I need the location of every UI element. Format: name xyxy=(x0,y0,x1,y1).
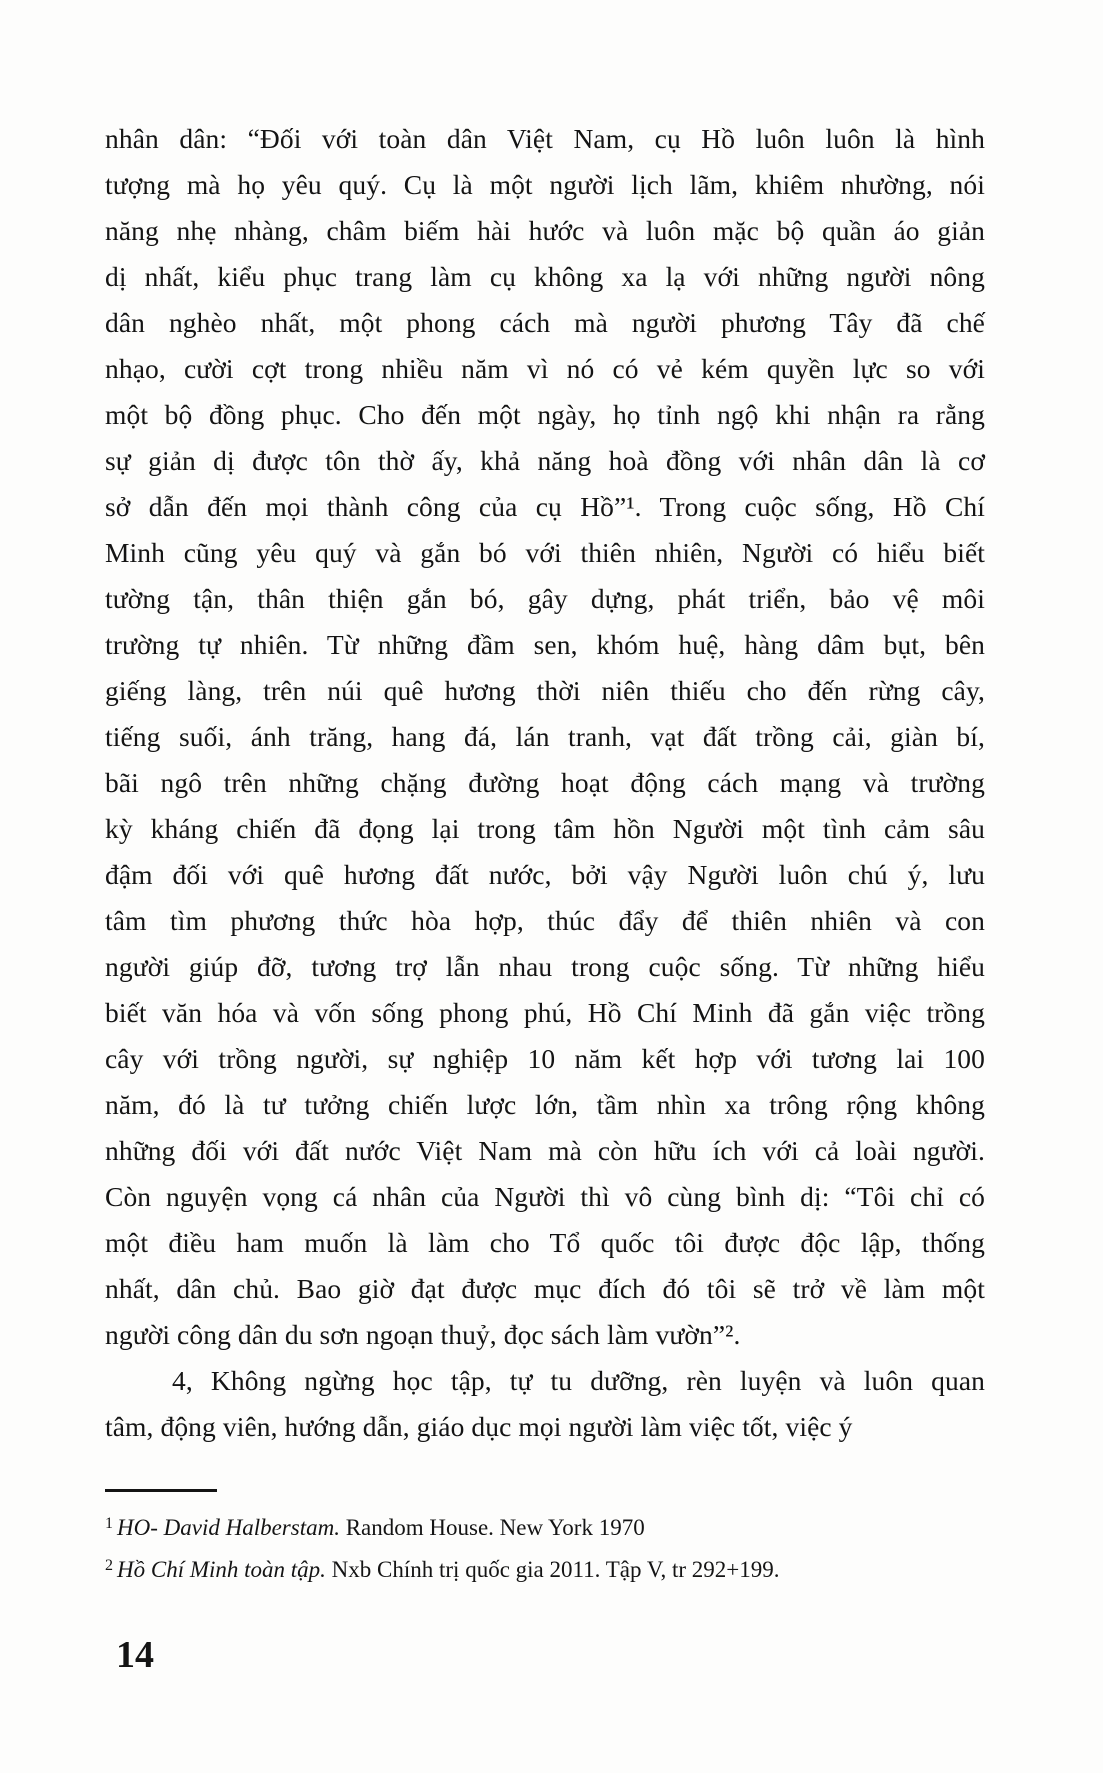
text-line: Minh cũng yêu quý và gắn bó với thiên nhiên, Người có hiểu biết xyxy=(105,537,985,568)
text-line: sự giản dị được tôn thờ ấy, khả năng hoà đồng với nhân dân là cơ xyxy=(105,445,985,476)
page-number: 14 xyxy=(116,1634,154,1676)
footnote-1 xyxy=(105,1505,985,1547)
text-line: biết văn hóa và vốn sống phong phú, Hồ Chí Minh đã gắn việc trồng xyxy=(105,997,985,1028)
footnote-detail: Nxb Chính trị quốc gia 2011. Tập V, tr 292+199. xyxy=(325,1557,780,1582)
text-line: dân nghèo nhất, một phong cách mà người phương Tây đã chế xyxy=(105,307,985,338)
footnote-marker: 2 xyxy=(105,1557,113,1574)
text-line: đậm đối với quê hương đất nước, bởi vậy Người luôn chú ý, lưu xyxy=(105,859,985,890)
footnote-marker: 1 xyxy=(105,1515,113,1532)
text-line: sở dẫn đến mọi thành công của cụ Hồ”¹. Trong cuộc sống, Hồ Chí xyxy=(105,491,985,522)
footnote-detail: Random House. New York 1970 xyxy=(339,1515,645,1540)
text-line: Còn nguyện vọng cá nhân của Người thì vô cùng bình dị: “Tôi chỉ có xyxy=(105,1181,985,1212)
text-line: dị nhất, kiểu phục trang làm cụ không xa lạ với những người nông xyxy=(105,261,985,292)
text-line: những đối với đất nước Việt Nam mà còn hữu ích với cả loài người. xyxy=(105,1135,985,1166)
text-line: giếng làng, trên núi quê hương thời niên thiếu cho đến rừng cây, xyxy=(105,675,985,706)
text-line: nhạo, cười cợt trong nhiều năm vì nó có vẻ kém quyền lực so với xyxy=(105,353,985,384)
footnote-separator-rule xyxy=(105,1489,217,1492)
text-line: nhất, dân chủ. Bao giờ đạt được mục đích đó tôi sẽ trở về làm một xyxy=(105,1273,985,1304)
text-line-paragraph-end: tâm, động viên, hướng dẫn, giáo dục mọi người làm việc tốt, việc ý xyxy=(105,1411,853,1442)
text-line: người giúp đỡ, tương trợ lẫn nhau trong cuộc sống. Từ những hiểu xyxy=(105,951,985,982)
text-line: kỳ kháng chiến đã đọng lại trong tâm hồn Người một tình cảm sâu xyxy=(105,813,985,844)
footnote-source-italic: Hồ Chí Minh toàn tập. xyxy=(117,1557,326,1582)
text-line: tượng mà họ yêu quý. Cụ là một người lịch lãm, khiêm nhường, nói xyxy=(105,169,985,200)
text-line: tiếng suối, ánh trăng, hang đá, lán tranh, vạt đất trồng cải, giàn bí, xyxy=(105,721,985,752)
text-line: một điều ham muốn là làm cho Tổ quốc tôi được độc lập, thống xyxy=(105,1227,985,1258)
text-line-paragraph-start: 4, Không ngừng học tập, tự tu dưỡng, rèn luyện và luôn quan xyxy=(172,1365,985,1396)
footnote-block xyxy=(105,1489,985,1589)
text-line: năng nhẹ nhàng, châm biếm hài hước và luôn mặc bộ quần áo giản xyxy=(105,215,985,246)
text-line: trường tự nhiên. Từ những đầm sen, khóm huệ, hàng dâm bụt, bên xyxy=(105,629,985,660)
text-line: nhân dân: “Đối với toàn dân Việt Nam, cụ Hồ luôn luôn là hình xyxy=(105,123,985,154)
text-line: tường tận, thân thiện gắn bó, gây dựng, phát triển, bảo vệ môi xyxy=(105,583,985,614)
text-line: một bộ đồng phục. Cho đến một ngày, họ tỉnh ngộ khi nhận ra rằng xyxy=(105,399,985,430)
text-line: cây với trồng người, sự nghiệp 10 năm kết hợp với tương lai 100 xyxy=(105,1043,985,1074)
footnote-2 xyxy=(105,1547,985,1589)
footnote-source-italic: HO- David Halberstam. xyxy=(117,1515,340,1540)
text-line: tâm tìm phương thức hòa hợp, thúc đẩy để thiên nhiên và con xyxy=(105,905,985,936)
text-line-paragraph-end: người công dân du sơn ngoạn thuỷ, đọc sách làm vườn”². xyxy=(105,1319,741,1350)
text-line: bãi ngô trên những chặng đường hoạt động cách mạng và trường xyxy=(105,767,985,798)
text-line: năm, đó là tư tưởng chiến lược lớn, tầm nhìn xa trông rộng không xyxy=(105,1089,985,1120)
body-text-block xyxy=(105,116,985,1450)
